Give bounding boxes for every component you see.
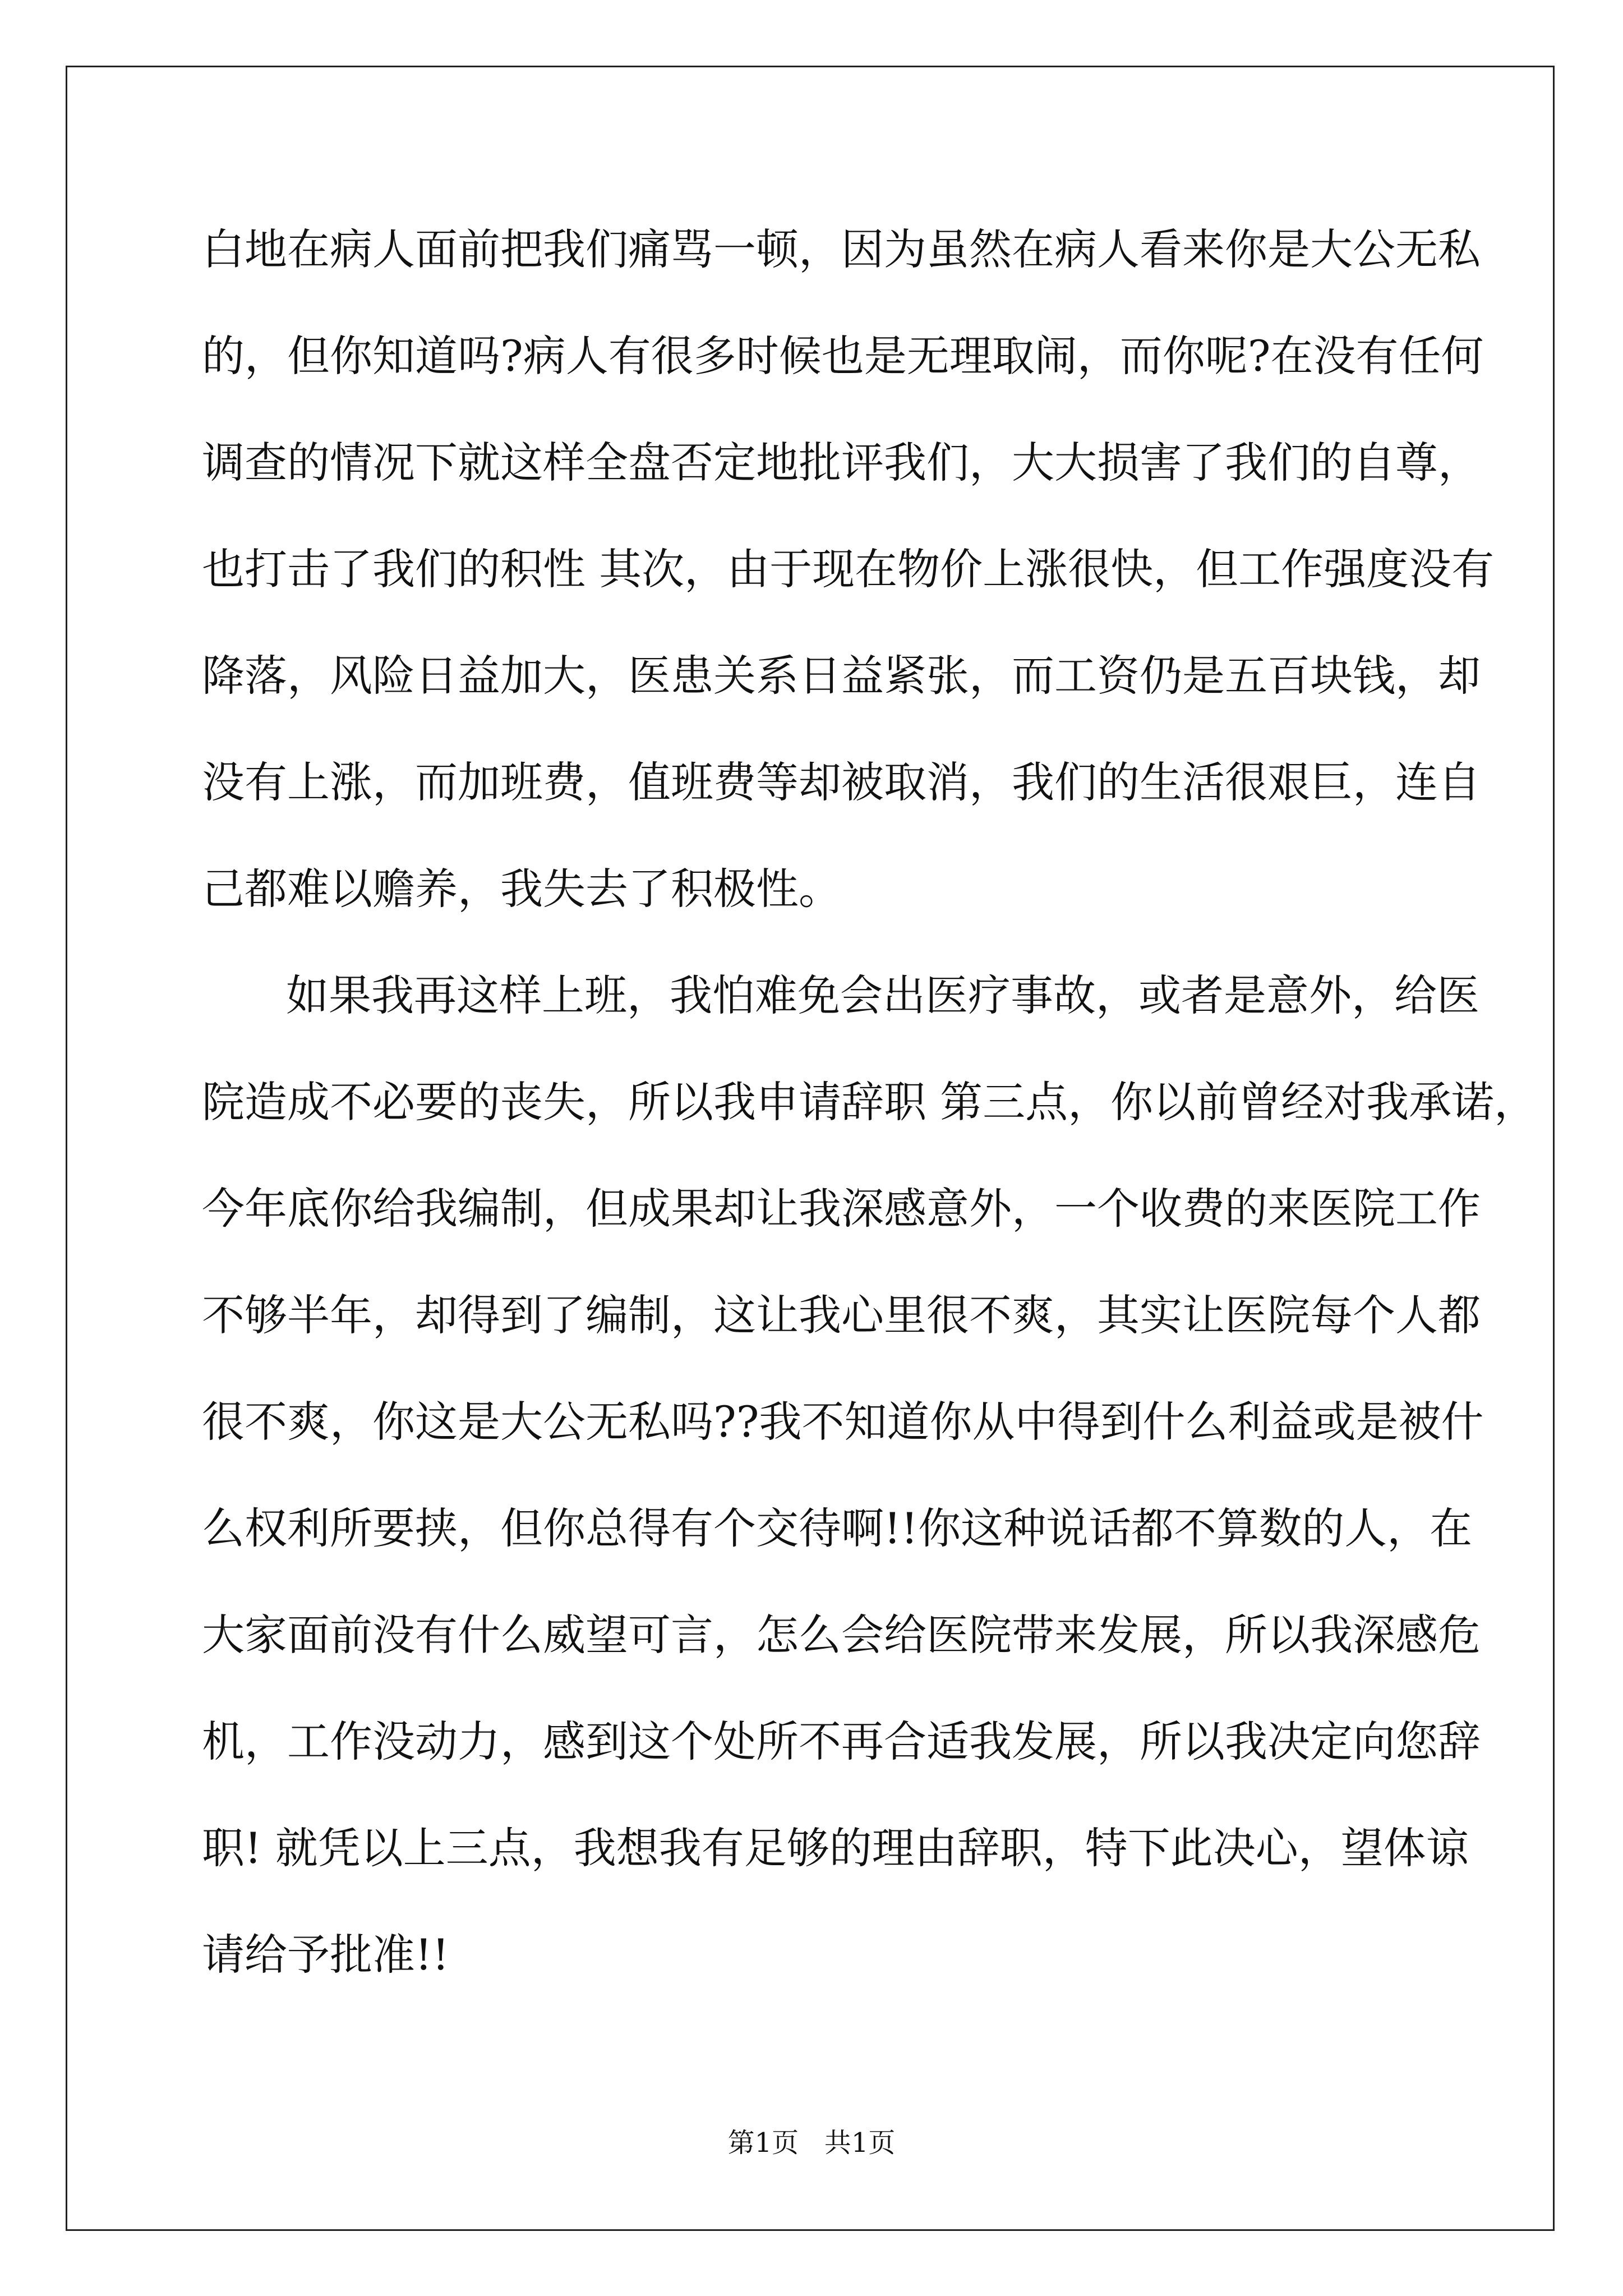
text-line: 调查的情况下就这样全盘否定地批评我们，大大损害了我们的自尊， [202, 438, 1481, 487]
text-line: 如果我再这样上班，我怕难免会出医疗事故，或者是意外，给医 [286, 970, 1479, 1020]
text-line: 么权利所要挟，但你总得有个交待啊!!你这种说话都不算数的人，在 [202, 1503, 1473, 1553]
text-line: 请给予批准!! [202, 1930, 450, 1980]
paragraph-2 [202, 970, 1537, 2036]
text-line: 的，但你知道吗?病人有很多时候也是无理取闹，而你呢?在没有任何 [202, 331, 1484, 381]
text-line: 白地在病人面前把我们痛骂一顿，因为虽然在病人看来你是大公无私 [202, 224, 1481, 274]
text-line: 没有上涨，而加班费，值班费等却被取消，我们的生活很艰巨，连自 [202, 757, 1481, 807]
text-line: 今年底你给我编制，但成果却让我深感意外，一个收费的来医院工作 [202, 1184, 1481, 1234]
paragraph-1 [202, 224, 1495, 970]
text-line: 院造成不必要的丧失，所以我申请辞职 第三点，你以前曾经对我承诺， [202, 1077, 1537, 1127]
text-line: 不够半年，却得到了编制，这让我心里很不爽，其实让医院每个人都 [202, 1290, 1481, 1340]
text-line: 大家面前没有什么威望可言，怎么会给医院带来发展，所以我深感危 [202, 1610, 1481, 1660]
text-line: 很不爽，你这是大公无私吗??我不知道你从中得到什么利益或是被什 [202, 1397, 1484, 1447]
text-line: 职! 就凭以上三点，我想我有足够的理由辞职，特下此决心，望体谅 [202, 1823, 1469, 1873]
document-body [202, 224, 1537, 2036]
text-line: 己都难以赡养，我失去了积极性。 [202, 864, 841, 914]
text-line: 机，工作没动力，感到这个处所不再合适我发展，所以我决定向您辞 [202, 1717, 1481, 1766]
page-number-footer: 第1页 共1页 [727, 2127, 896, 2159]
text-line: 降落，风险日益加大，医患关系日益紧张，而工资仍是五百块钱，却 [202, 651, 1481, 701]
text-line: 也打击了我们的积性 其次，由于现在物价上涨很快，但工作强度没有 [202, 544, 1495, 594]
